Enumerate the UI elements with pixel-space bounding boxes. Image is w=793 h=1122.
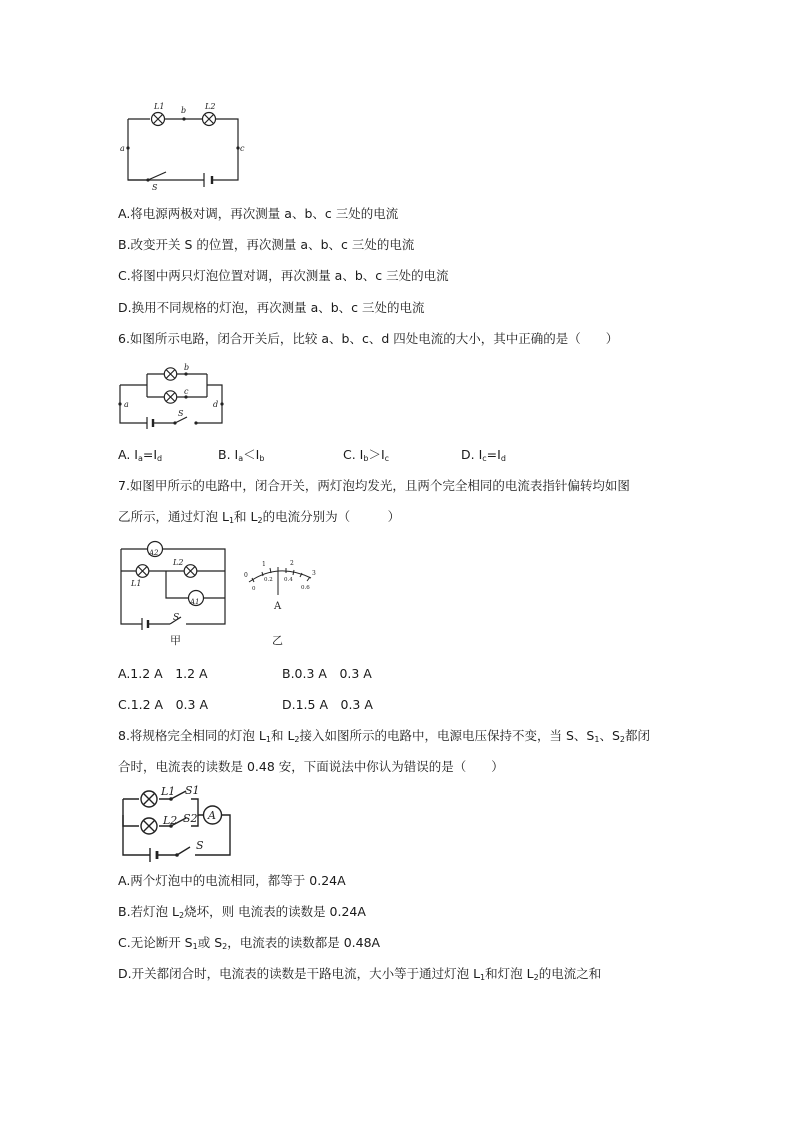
- fig5-label-b: b: [181, 106, 187, 115]
- meter-top-tick-1: 1: [262, 561, 266, 568]
- q7-stem-line2: 乙所示，通过灯泡 $L_1$和 $L_2$的电流分别为（ ）: [118, 509, 401, 525]
- fig5-label-S: S: [152, 183, 158, 192]
- fig6-label-c: c: [184, 387, 189, 396]
- q7-option-a: A.1.2 A 1.2 A: [118, 666, 208, 681]
- fig8-label-S2: S2: [183, 812, 198, 825]
- q5-option-d: D.换用不同规格的灯泡，再次测量 a、b、c 三处的电流: [118, 300, 425, 315]
- q7-stem-line1: 7.如图甲所示的电路中，闭合开关，两灯泡均发光，且两个完全相同的电流表指针偏转均如图: [118, 478, 630, 493]
- fig7-label-L2: L2: [173, 558, 184, 567]
- meter-top-tick-3: 3: [312, 570, 316, 577]
- fig7-label-yi: 乙: [272, 634, 283, 647]
- meter-bottom-tick-1: 0.2: [264, 577, 273, 583]
- fig5-label-L1: L1: [154, 102, 165, 111]
- meter-bottom-tick-3: 0.6: [301, 585, 310, 591]
- fig7-label-S: S: [173, 613, 180, 623]
- fig7-label-L1: L1: [131, 579, 142, 588]
- fig5-label-L2: L2: [205, 102, 216, 111]
- q6-option-a: A. $I_a=I_d$: [118, 447, 163, 463]
- q5-option-a: A.将电源两极对调，再次测量 a、b、c 三处的电流: [118, 206, 399, 221]
- fig5-label-c: c: [240, 144, 245, 153]
- q5-option-c: C.将图中两只灯泡位置对调，再次测量 a、b、c 三处的电流: [118, 268, 449, 283]
- q8-option-d: D.开关都闭合时，电流表的读数是干路电流，大小等于通过灯泡 $L_1$和灯泡 $L_2$的电流之和: [118, 966, 602, 982]
- q7-option-c: C.1.2 A 0.3 A: [118, 697, 209, 712]
- q8-stem-line2: 合时，电流表的读数是 0.48 安，下面说法中你认为错误的是（ ）: [118, 759, 504, 774]
- fig8-label-A: A: [208, 809, 216, 822]
- q8-option-b: B.若灯泡 $L_2$烧坏，则 电流表的读数是 0.24A: [118, 904, 366, 920]
- q6-stem: 6.如图所示电路，闭合开关后，比较 a、b、c、d 四处电流的大小，其中正确的是（ ）: [118, 331, 619, 346]
- q6-option-d: D. $I_c=I_d$: [461, 447, 506, 463]
- fig6-label-d: d: [213, 400, 219, 409]
- fig5-label-a: a: [120, 144, 125, 153]
- fig8-label-S: S: [196, 839, 204, 852]
- meter-bottom-tick-2: 0.4: [284, 577, 293, 583]
- q5-option-b: B.改变开关 S 的位置，再次测量 a、b、c 三处的电流: [118, 237, 415, 252]
- fig7-label-jia: 甲: [170, 634, 181, 647]
- meter-unit: A: [274, 601, 282, 612]
- meter-top-tick-2: 2: [290, 560, 294, 567]
- fig6-label-S: S: [178, 409, 184, 418]
- q7-option-d: D.1.5 A 0.3 A: [282, 697, 373, 712]
- fig8-label-S1: S1: [185, 784, 200, 797]
- meter-bottom-tick-0: 0: [252, 586, 256, 592]
- q8-option-a: A.两个灯泡中的电流相同，都等于 0.24A: [118, 873, 346, 888]
- q8-stem-line1: 8.将规格完全相同的灯泡 $L_1$和 $L_2$接入如图所示的电路中，电源电压保持不变，当 S、$S_1$、$S_2$都闭: [118, 728, 650, 744]
- q6-option-b: B. $I_a<I_b$: [218, 447, 265, 463]
- fig8-label-L2: L2: [163, 814, 178, 827]
- q8-option-c: C.无论断开 $S_1$或 $S_2$，电流表的读数都是 0.48A: [118, 935, 381, 951]
- fig7-label-A2: A2: [149, 549, 159, 557]
- meter-top-tick-0: 0: [244, 572, 248, 579]
- fig8-label-L1: L1: [161, 785, 176, 798]
- q6-option-c: C. $I_b>I_c$: [343, 447, 390, 463]
- fig7-label-A1: A1: [190, 598, 200, 606]
- q7-option-b: B.0.3 A 0.3 A: [282, 666, 372, 681]
- fig6-label-a: a: [124, 400, 129, 409]
- fig6-label-b: b: [184, 363, 190, 372]
